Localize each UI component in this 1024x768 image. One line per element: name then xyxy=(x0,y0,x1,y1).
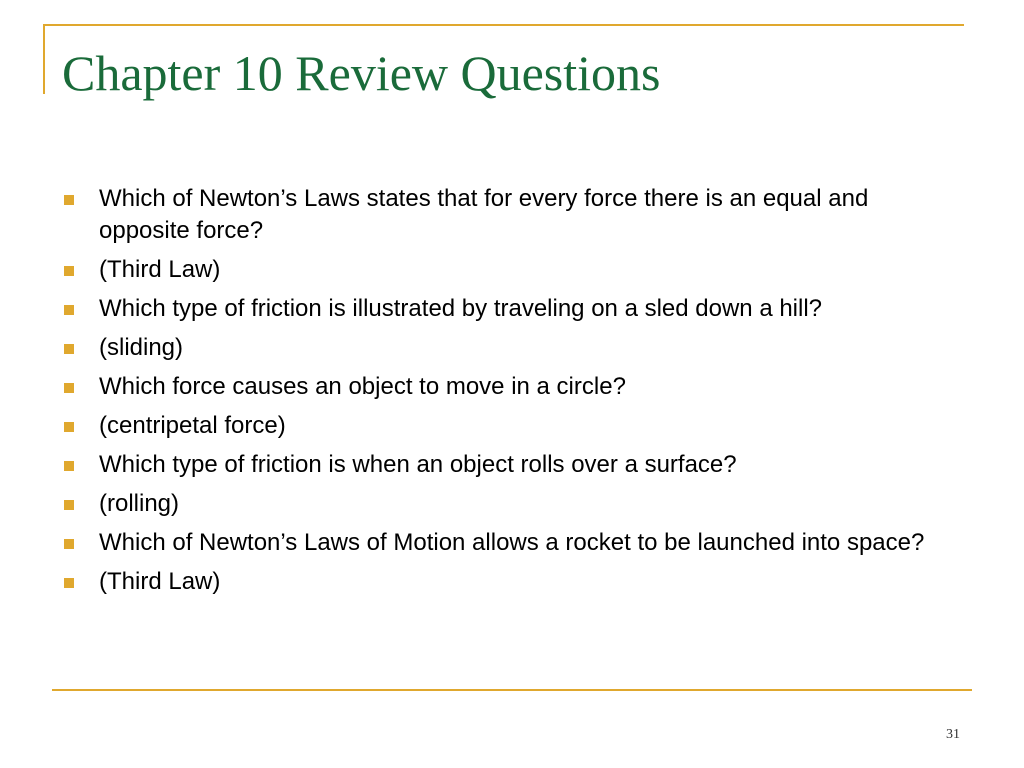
page-number: 31 xyxy=(946,727,960,742)
bullet-text: Which of Newton’s Laws states that for every force there is an equal and opposite force? xyxy=(99,185,869,244)
bullet-text: Which of Newton’s Laws of Motion allows a rocket to be launched into space? xyxy=(99,529,925,556)
square-bullet-icon xyxy=(64,266,74,276)
square-bullet-icon xyxy=(64,305,74,315)
square-bullet-icon xyxy=(64,344,74,354)
square-bullet-icon xyxy=(64,461,74,471)
bullet-item xyxy=(62,332,942,364)
square-bullet-icon xyxy=(64,422,74,432)
slide-title: Chapter 10 Review Questions xyxy=(62,45,661,101)
bullet-text: Which type of friction is illustrated by traveling on a sled down a hill? xyxy=(99,295,823,322)
bullet-text: (Third Law) xyxy=(99,256,221,283)
square-bullet-icon xyxy=(64,539,74,549)
bullet-item xyxy=(62,254,942,286)
square-bullet-icon xyxy=(64,195,74,205)
bullet-item xyxy=(62,449,942,481)
bottom-divider-line xyxy=(52,689,972,691)
bullet-text: (centripetal force) xyxy=(99,412,286,439)
bullet-text: (sliding) xyxy=(99,334,184,361)
bullet-text: (rolling) xyxy=(99,490,180,517)
bullet-item xyxy=(62,527,942,559)
bullet-text: (Third Law) xyxy=(99,568,221,595)
bullet-list xyxy=(62,183,942,605)
left-divider-line xyxy=(43,24,45,94)
bullet-text: Which type of friction is when an object rolls over a surface? xyxy=(99,451,737,478)
bullet-item xyxy=(62,293,942,325)
bullet-item xyxy=(62,410,942,442)
square-bullet-icon xyxy=(64,578,74,588)
bullet-text: Which force causes an object to move in a circle? xyxy=(99,373,626,400)
bullet-item xyxy=(62,371,942,403)
bullet-item xyxy=(62,566,942,598)
square-bullet-icon xyxy=(64,383,74,393)
top-divider-line xyxy=(43,24,964,26)
bullet-item xyxy=(62,183,942,247)
bullet-item xyxy=(62,488,942,520)
square-bullet-icon xyxy=(64,500,74,510)
